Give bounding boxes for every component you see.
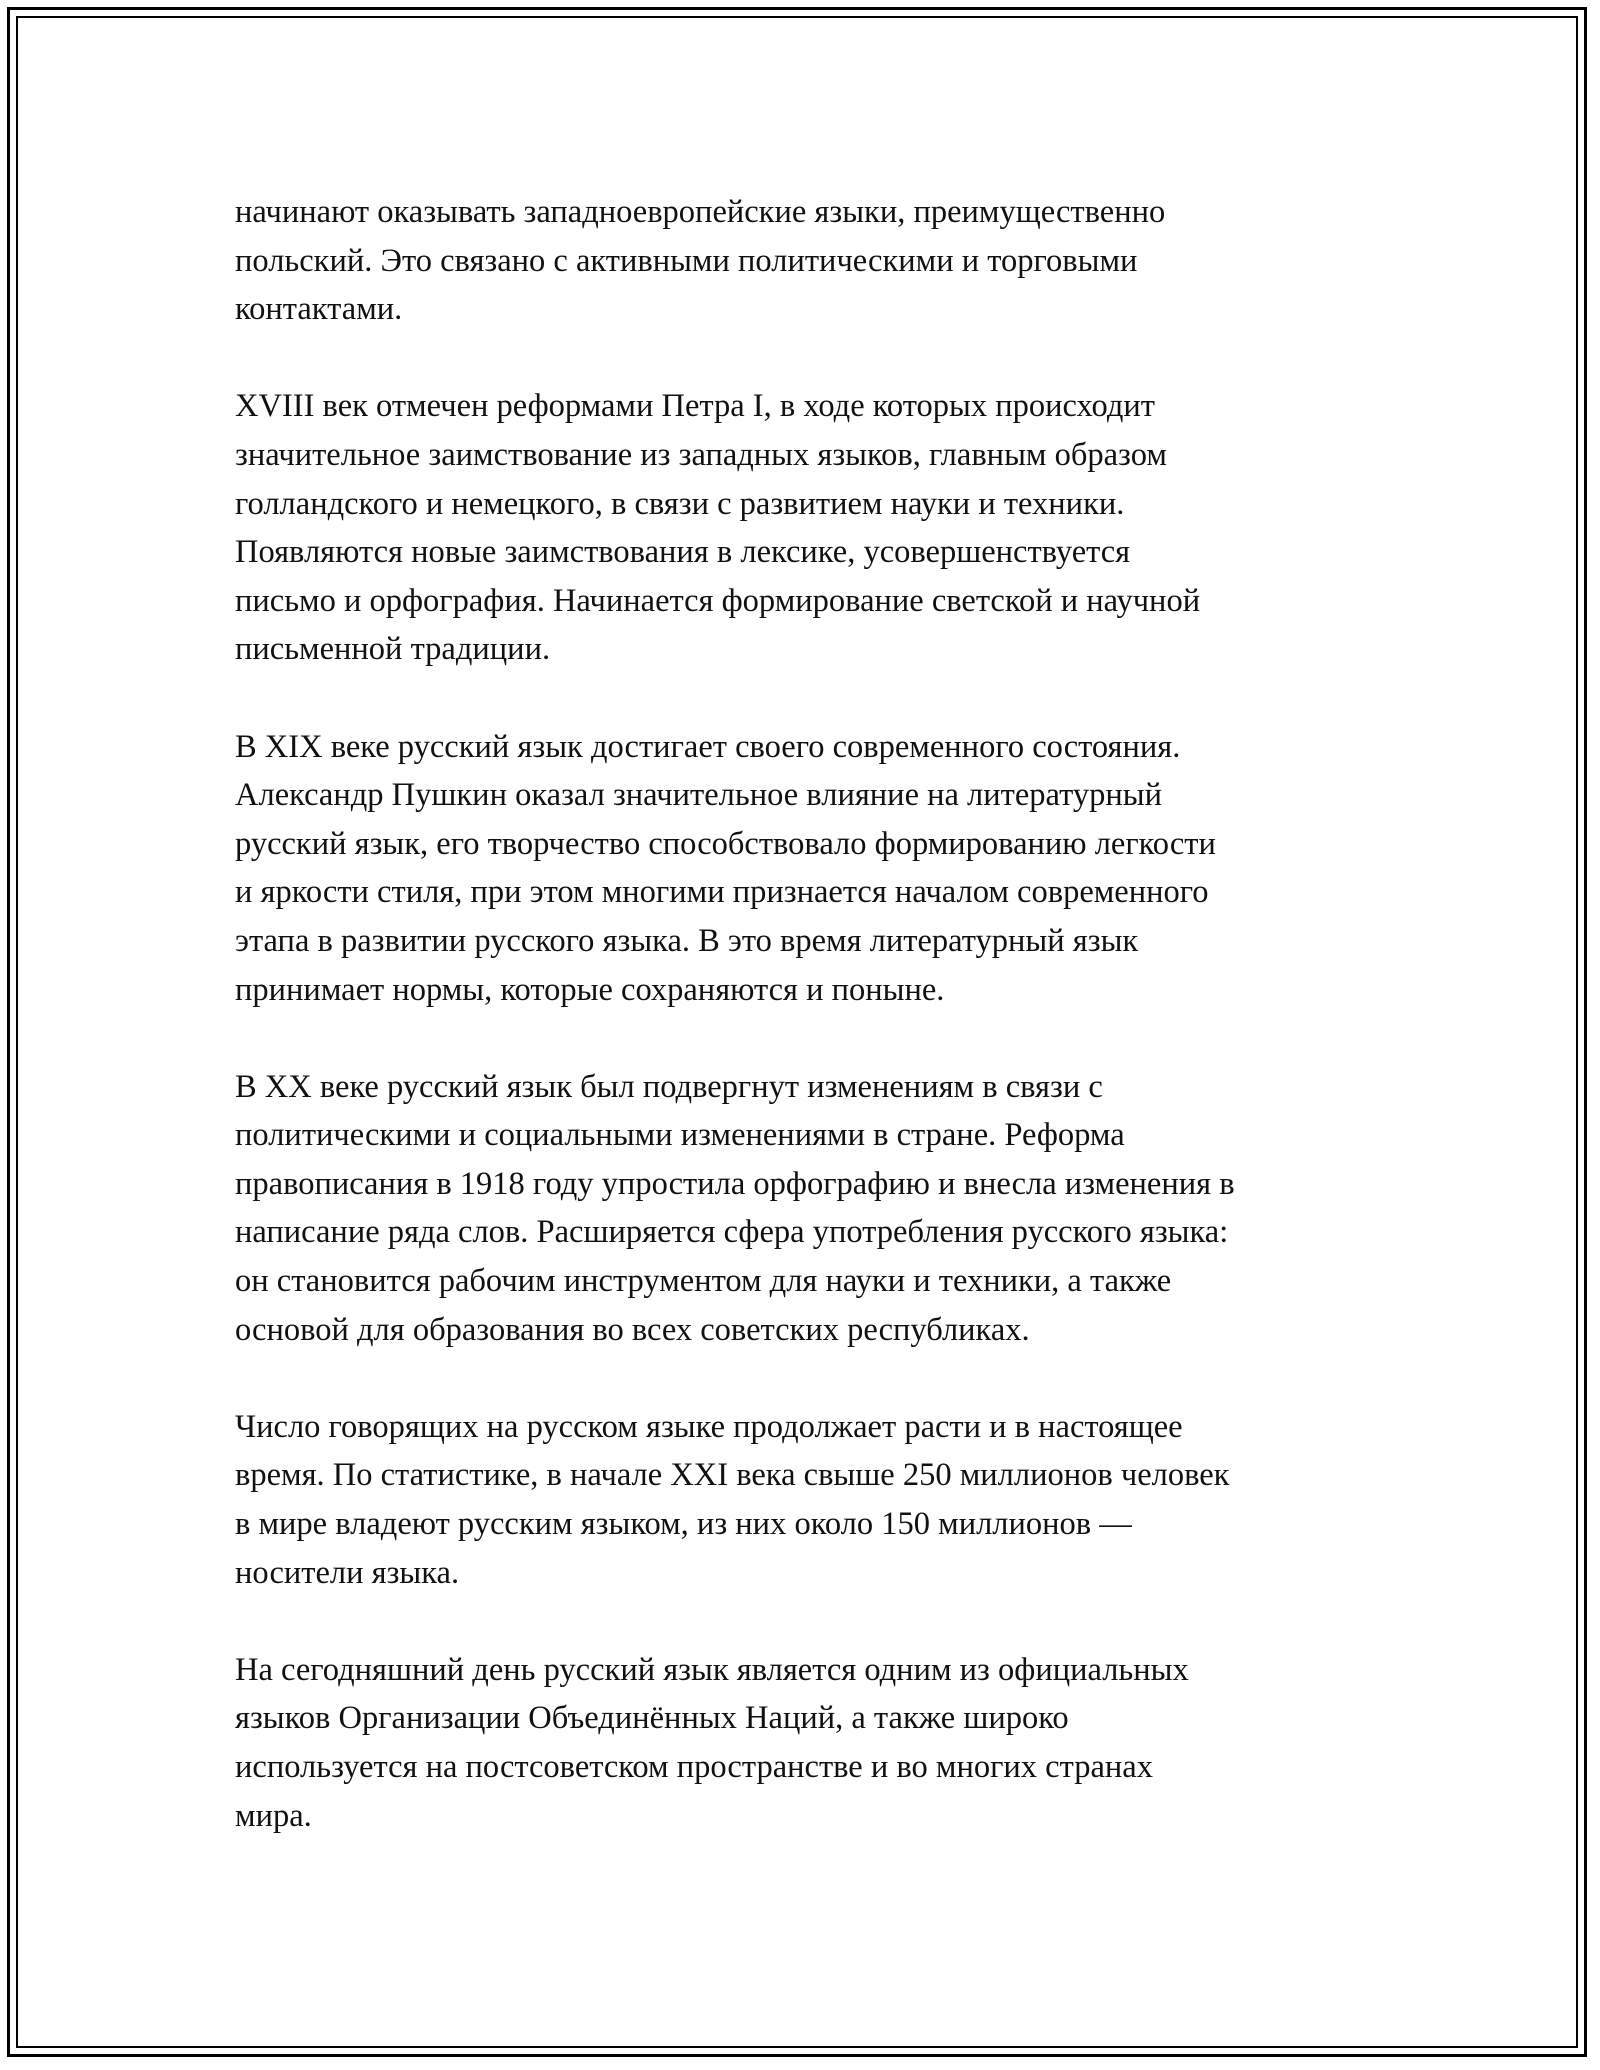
text-line: XVIII век отмечен реформами Петра I, в ходе которых происходит [235, 388, 1155, 425]
text-line: в мире владеют русским языком, из них около 150 миллионов — [235, 1506, 1132, 1543]
text-line: В XX веке русский язык был подвергнут изменениям в связи с [235, 1068, 1103, 1105]
text-line: носители языка. [235, 1554, 460, 1591]
paragraph-4 [235, 1063, 1375, 1355]
text-line: контактами. [235, 291, 403, 328]
text-line: голландского и немецкого, в связи с развитием науки и техники. [235, 485, 1125, 522]
text-line: Появляются новые заимствования в лексике, усовершенствуется [235, 534, 1131, 571]
text-line: этапа в развитии русского языка. В это время литературный язык [235, 922, 1139, 959]
text-line: языков Организации Объединённых Наций, а также широко [235, 1700, 1069, 1737]
paragraph-6 [235, 1646, 1375, 1840]
text-line: Александр Пушкин оказал значительное влияние на литературный [235, 777, 1163, 814]
text-line: используется на постсоветском пространстве и во многих странах [235, 1749, 1153, 1785]
text-line: письменной традиции. [235, 631, 551, 668]
text-line: политическими и социальными изменениями в стране. Реформа [235, 1117, 1125, 1154]
text-line: время. По статистике, в начале XXI века свыше 250 миллионов человек [235, 1457, 1230, 1494]
text-line: мира. [235, 1797, 312, 1834]
text-line: значительное заимствование из западных языков, главным образом [235, 436, 1167, 473]
text-line: правописания в 1918 году упростила орфографию и внесла изменения в [235, 1165, 1235, 1202]
paragraph-3 [235, 723, 1375, 1015]
paragraph-5 [235, 1403, 1375, 1597]
text-line: Число говорящих на русском языке продолжает расти и в настоящее [235, 1408, 1183, 1445]
text-line: письмо и орфография. Начинается формирование светской и научной [235, 582, 1201, 619]
paragraph-2 [235, 382, 1375, 674]
text-line: русский язык, его творчество способствовало формированию легкости [235, 825, 1216, 862]
text-line: принимает нормы, которые сохраняются и поныне. [235, 971, 945, 1008]
document-body [235, 188, 1375, 1840]
text-line: польский. Это связано с активными политическими и торговыми [235, 242, 1138, 279]
text-line: В XIX веке русский язык достигает своего современного состояния. [235, 728, 1181, 765]
text-line: он становится рабочим инструментом для науки и техники, а также [235, 1263, 1172, 1300]
paragraph-1 [235, 188, 1375, 334]
text-line: На сегодняшний день русский язык является одним из официальных [235, 1651, 1189, 1688]
text-line: написание ряда слов. Расширяется сфера употребления русского языка: [235, 1214, 1229, 1251]
text-line: основой для образования во всех советских республиках. [235, 1311, 1030, 1348]
text-line: и яркости стиля, при этом многими признается началом современного [235, 874, 1209, 911]
text-line: начинают оказывать западноевропейские языки, преимущественно [235, 194, 1166, 230]
